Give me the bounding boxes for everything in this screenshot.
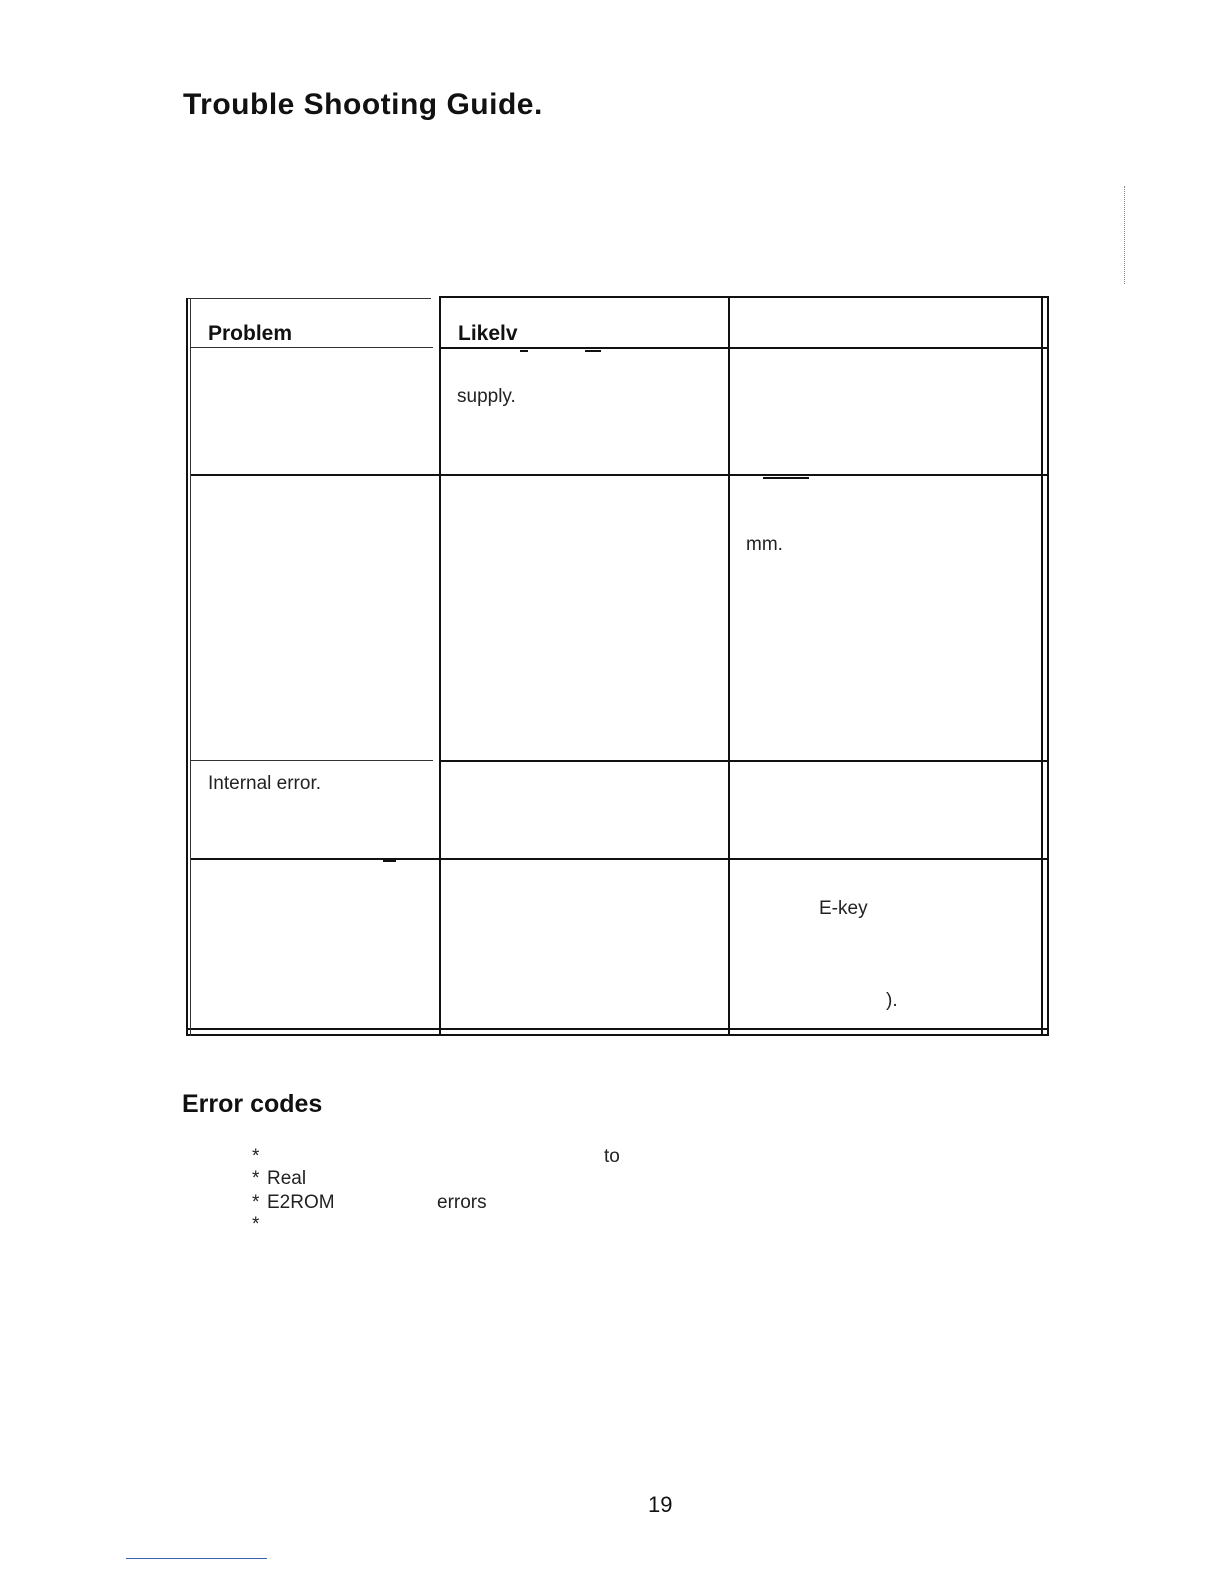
list-item-text: Real — [267, 1168, 307, 1189]
row-2-remedy: mm. — [746, 534, 783, 555]
table-left-border — [186, 298, 188, 1036]
row-divider-3 — [190, 858, 1049, 860]
list-item-text: E2ROM — [267, 1192, 335, 1213]
row-4-remedy-line-2: ). — [886, 990, 898, 1011]
table-top-border-right — [440, 296, 1049, 298]
row-4-remedy-line-1: E-key — [819, 898, 868, 919]
row-divider-2-left — [190, 760, 433, 761]
dash-mark — [383, 860, 396, 862]
table-left-border-double — [190, 298, 191, 1036]
header-bottom-border-left — [190, 347, 433, 348]
dash-mark — [520, 350, 528, 352]
column-divider-2 — [728, 296, 730, 1036]
row-3-problem: Internal error. — [208, 773, 321, 794]
list-item-bullet: * — [252, 1146, 260, 1167]
column-divider-1 — [439, 296, 441, 1036]
header-problem: Problem — [208, 322, 293, 345]
table-bottom-border-double — [188, 1034, 1049, 1036]
list-item-text: errors — [437, 1192, 487, 1213]
row-1-cause: supply. — [457, 386, 516, 407]
footer-rule — [126, 1558, 267, 1559]
dash-mark — [585, 350, 601, 352]
list-item-text: to — [604, 1146, 620, 1167]
row-divider-2-right — [440, 760, 1049, 762]
header-likely-cause: Likelv — [458, 322, 518, 345]
error-codes-title: Error codes — [182, 1090, 323, 1118]
list-item-bullet: * — [252, 1192, 260, 1213]
scan-edge-mark — [1124, 186, 1125, 284]
table-right-border-inner — [1041, 296, 1043, 1036]
table-bottom-border — [188, 1028, 1049, 1030]
list-item-bullet: * — [252, 1168, 260, 1189]
page-title: Trouble Shooting Guide. — [183, 88, 543, 121]
table-right-border — [1047, 296, 1049, 1036]
table-top-border-left — [188, 298, 431, 299]
dash-mark — [763, 477, 809, 479]
list-item-bullet: * — [252, 1214, 260, 1235]
page-number: 19 — [648, 1492, 673, 1517]
header-bottom-border-right — [440, 347, 1049, 349]
row-divider-1 — [190, 474, 1049, 476]
